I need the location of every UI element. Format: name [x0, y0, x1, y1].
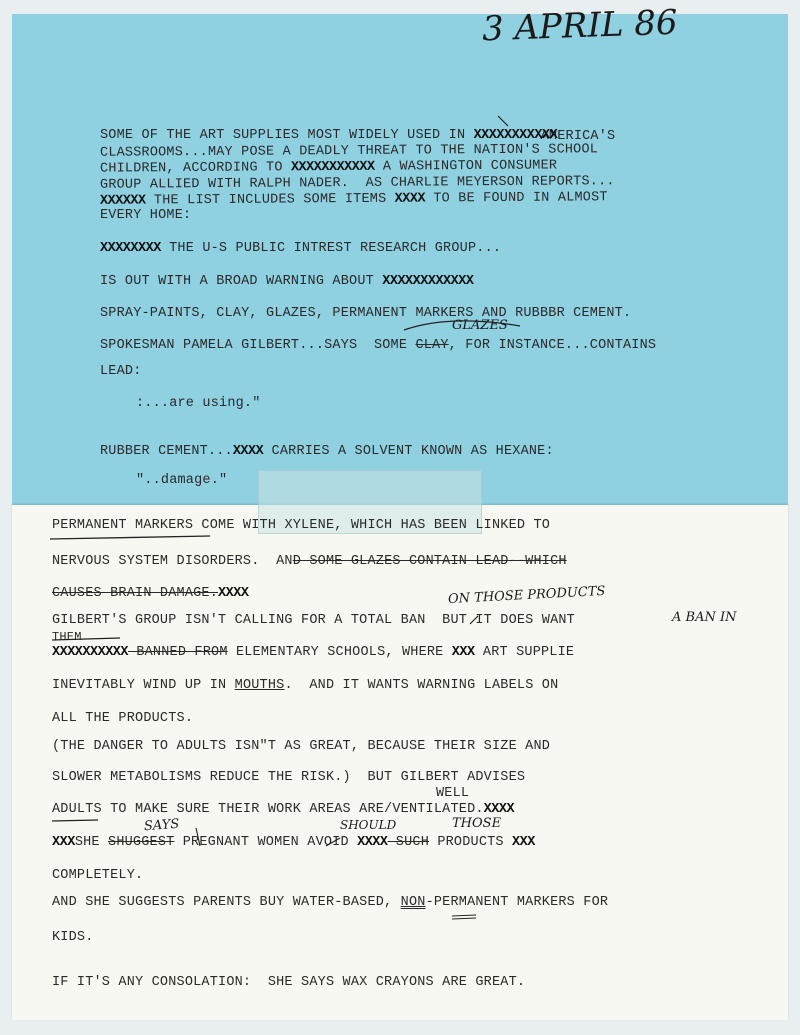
white-well: WELL — [436, 786, 470, 801]
script-line-6: EVERY HOME: — [100, 208, 192, 223]
sound-cue-2: "..damage." — [136, 473, 228, 488]
white-line-7: ALL THE PRODUCTS. — [52, 711, 194, 726]
white-line-14: KIDS. — [52, 930, 94, 945]
white-them: THEM — [52, 630, 82, 644]
sound-cue-1: :...are using." — [136, 396, 261, 411]
script-para-1: XXXXXXXX THE U-S PUBLIC INTREST RESEARCH GROUP... — [100, 241, 502, 256]
white-line-3: CAUSES BRAIN DAMAGE.XXXX — [52, 586, 249, 601]
white-line-2: NERVOUS SYSTEM DISORDERS. AND SOME GLAZES CONTAIN LEAD--WHICH — [52, 554, 567, 569]
white-line-1: PERMANENT MARKERS COME WITH XYLENE, WHICH HAS BEEN LINKED TO — [52, 518, 551, 533]
white-line-11: XXXSHE SHUGGEST PREGNANT WOMEN AVOID XXXX SUCH PRODUCTS XXX — [52, 835, 535, 850]
white-line-6: INEVITABLY WIND UP IN MOUTHS. AND IT WANTS WARNING LABELS ON — [52, 678, 559, 693]
white-line-5: XXXXXXXXXX BANNED FROM ELEMENTARY SCHOOLS, WHERE XXX ART SUPPLIE — [52, 645, 575, 660]
handwritten-those: THOSE — [452, 816, 502, 831]
script-para-5: LEAD: — [100, 364, 142, 379]
handwritten-a-ban-in: A BAN IN — [672, 610, 737, 625]
handwritten-date: 3 APRIL 86 — [481, 2, 679, 50]
white-line-12: COMPLETELY. — [52, 868, 144, 883]
white-line-9: SLOWER METABOLISMS REDUCE THE RISK.) BUT GILBERT ADVISES — [52, 770, 526, 785]
blue-script-page — [12, 14, 788, 510]
white-line-13: AND SHE SUGGESTS PARENTS BUY WATER-BASED, NON-PERMANENT MARKERS FOR — [52, 895, 609, 910]
script-line-4: GROUP ALLIED WITH RALPH NADER. AS CHARLIE MEYERSON REPORTS... — [99, 174, 615, 193]
script-para-2: IS OUT WITH A BROAD WARNING ABOUT XXXXXXXXXXXX — [100, 274, 474, 289]
white-line-8: (THE DANGER TO ADULTS ISN"T AS GREAT, BECAUSE THEIR SIZE AND — [52, 739, 551, 754]
handwritten-says: SAYS — [143, 816, 180, 835]
white-line-4: GILBERT'S GROUP ISN'T CALLING FOR A TOTAL BAN BUT IT DOES WANT — [52, 613, 575, 628]
handwritten-on-those-products: ON THOSE PRODUCTS — [447, 583, 606, 608]
handwritten-glazes: GLAZES — [452, 318, 508, 333]
script-para-4: SPOKESMAN PAMELA GILBERT...SAYS SOME CLAY, FOR INSTANCE...CONTAINS — [100, 338, 657, 353]
script-line-2: CLASSROOMS...MAY POSE A DEADLY THREAT TO THE NATION'S SCHOOL — [99, 142, 599, 161]
script-para-6: RUBBER CEMENT...XXXX CARRIES A SOLVENT KNOWN AS HEXANE: — [100, 444, 554, 459]
white-line-10: ADULTS TO MAKE SURE THEIR WORK AREAS ARE/VENTILATED.XXXX — [52, 802, 515, 817]
script-line-3: CHILDREN, ACCORDING TO XXXXXXXXXXX A WASHINGTON CONSUMER — [99, 158, 558, 177]
handwritten-should: SHOULD — [340, 818, 397, 832]
white-line-15: IF IT'S ANY CONSOLATION: SHE SAYS WAX CRAYONS ARE GREAT. — [52, 975, 526, 990]
insert-americas: AMERICA'S — [540, 129, 616, 144]
white-script-page — [12, 505, 788, 1020]
script-line-1: SOME OF THE ART SUPPLIES MOST WIDELY USED IN XXXXXXXXXXX — [100, 128, 558, 143]
script-line-5: XXXXXX THE LIST INCLUDES SOME ITEMS XXXX TO BE FOUND IN ALMOST — [99, 190, 608, 209]
script-para-3: SPRAY-PAINTS, CLAY, GLAZES, PERMANENT MARKERS AND RUBBBR CEMENT. — [100, 306, 632, 321]
